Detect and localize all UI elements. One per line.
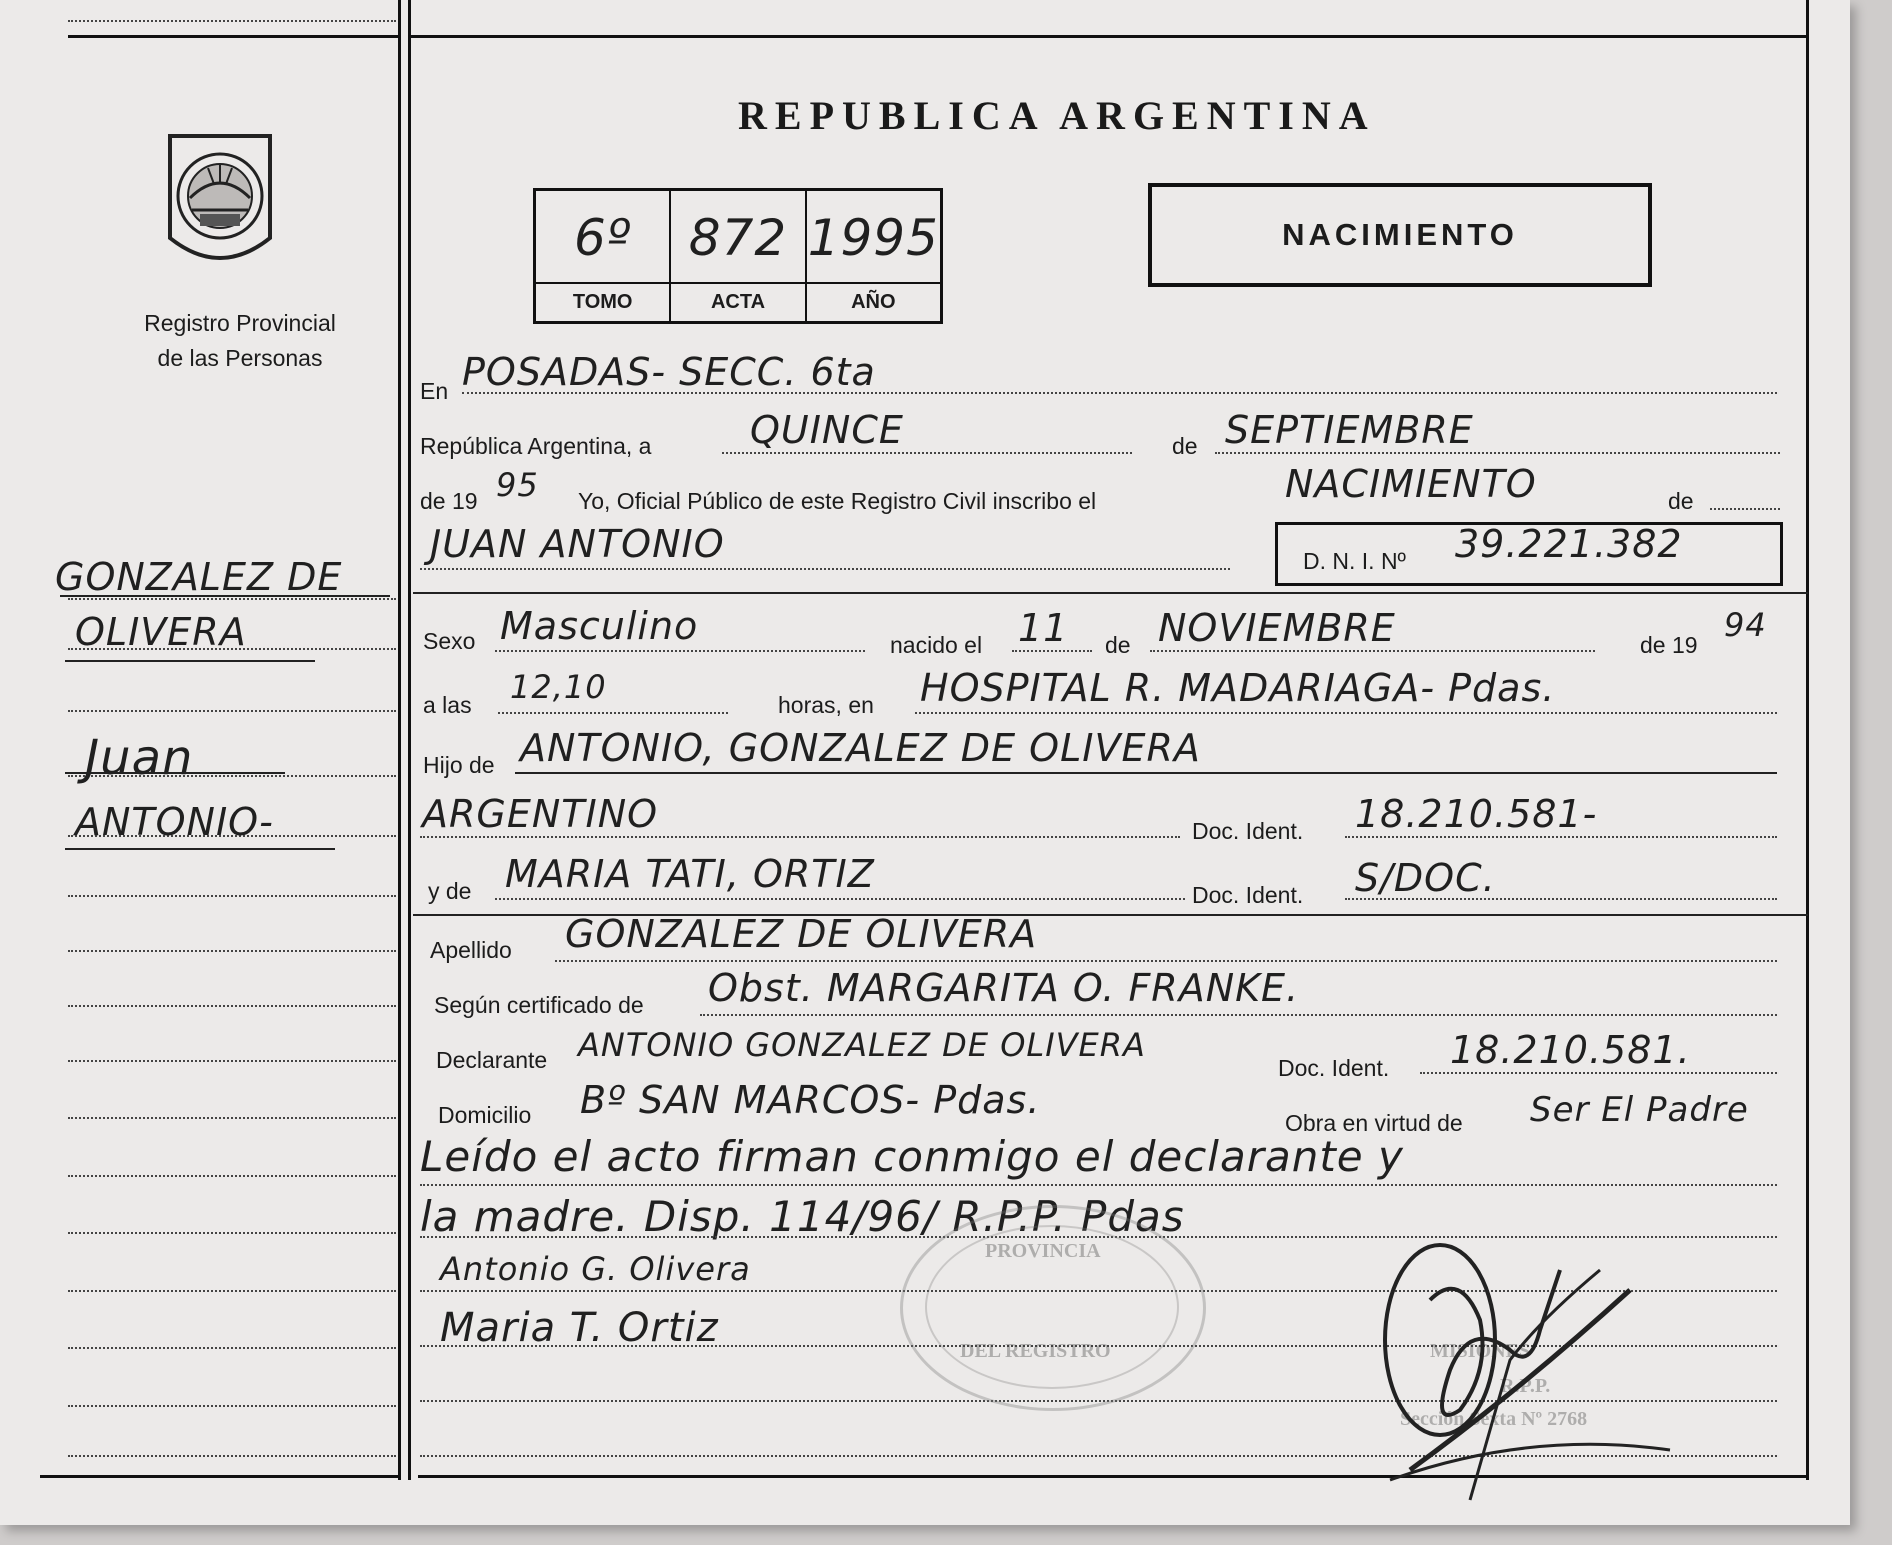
- acta-cell: [671, 191, 806, 321]
- address-value: Bº SAN MARCOS- Pdas.: [580, 1078, 1041, 1122]
- de-label: de: [1172, 433, 1198, 459]
- note-line1-rule: [420, 1184, 1777, 1186]
- father-nationality-value: ARGENTINO: [422, 792, 659, 836]
- nacido-label: nacido el: [890, 632, 983, 658]
- mother-line: [495, 898, 1185, 900]
- certifier-value: Obst. MARGARITA O. FRANKE.: [708, 966, 1300, 1010]
- official-signature-icon: [1370, 1230, 1690, 1510]
- mother-value: MARIA TATI, ORTIZ: [505, 852, 875, 896]
- margin-underline: [65, 772, 285, 774]
- dni-label: D. N. I. Nº: [1303, 548, 1406, 574]
- acta-label: ACTA: [671, 282, 804, 321]
- day-line: [722, 452, 1132, 454]
- margin-divider: [398, 0, 401, 1480]
- capacity-value: Ser El Padre: [1530, 1090, 1749, 1130]
- tomo-label: TOMO: [536, 282, 669, 321]
- father-line: [515, 772, 1777, 774]
- section-rule: [413, 592, 1808, 594]
- birth-day-line: [1012, 650, 1092, 652]
- note-line2: la madre. Disp. 114/96/ R.P.P. Pdas: [420, 1192, 1185, 1241]
- act-type-value: NACIMIENTO: [1285, 462, 1537, 506]
- declarant-doc-label: Doc. Ident.: [1278, 1055, 1390, 1081]
- surname-line: [555, 960, 1777, 962]
- declarant-value: ANTONIO GONZALEZ DE OLIVERA: [578, 1026, 1146, 1064]
- registry-table: [533, 188, 943, 324]
- acta-value: 872: [688, 209, 788, 267]
- official-stamp-line1: MISIONES: [1430, 1340, 1531, 1362]
- birth-month-line: [1150, 650, 1595, 652]
- form-top-rule: [410, 35, 1806, 38]
- day-value: QUINCE: [750, 408, 904, 452]
- registry-line1: Registro Provincial: [144, 310, 336, 336]
- hour-value: 12,10: [510, 668, 607, 706]
- official-stamp-line3: Sección Sexta Nº 2768: [1400, 1408, 1588, 1430]
- margin-dotline: [68, 1405, 396, 1407]
- margin-dotline: [68, 950, 396, 952]
- form-right-border: [1806, 0, 1809, 1480]
- certifier-line: [700, 1014, 1777, 1016]
- birth-place-line: [915, 712, 1777, 714]
- tomo-value: 6º: [573, 209, 632, 267]
- de2-label: de: [1668, 488, 1694, 514]
- province-seal-icon: [160, 128, 280, 278]
- margin-surname-line2: OLIVERA: [75, 610, 247, 654]
- ano-value: 1995: [807, 209, 939, 267]
- name-line: [420, 568, 1230, 570]
- ano-cell: [807, 191, 940, 321]
- margin-dotline: [68, 1455, 396, 1457]
- margin-dotline: [68, 1117, 396, 1119]
- segun-label: Según certificado de: [434, 992, 644, 1018]
- birth-place-value: HOSPITAL R. MADARIAGA- Pdas.: [920, 666, 1556, 710]
- registry-name: [80, 306, 400, 376]
- domicilio-label: Domicilio: [438, 1102, 532, 1128]
- declarante-label: Declarante: [436, 1047, 548, 1073]
- stamp-text-top: PROVINCIA: [985, 1240, 1101, 1262]
- margin-top-rule: [68, 35, 398, 38]
- margin-underline: [65, 660, 315, 662]
- dni-value: 39.221.382: [1455, 522, 1683, 566]
- en-label: En: [420, 378, 449, 404]
- father-doc-label: Doc. Ident.: [1192, 818, 1304, 844]
- margin-underline: [65, 848, 335, 850]
- margin-dotline: [68, 1060, 396, 1062]
- note-line1: Leído el acto firman conmigo el declarante y: [420, 1132, 1404, 1181]
- signature-mother: Maria T. Ortiz: [440, 1305, 719, 1351]
- yde-label: y de: [428, 878, 472, 904]
- act-type-line: [1710, 508, 1780, 510]
- yo-label: Yo, Oficial Público de este Registro Civil inscribo el: [578, 488, 1097, 514]
- margin-dotline: [68, 1290, 396, 1292]
- father-doc-value: 18.210.581-: [1355, 792, 1598, 836]
- signature-father: Antonio G. Olivera: [440, 1250, 751, 1288]
- mother-doc-label: Doc. Ident.: [1192, 882, 1304, 908]
- margin-dotline: [68, 710, 396, 712]
- obra-label: Obra en virtud de: [1285, 1110, 1463, 1136]
- nationality-line: [420, 836, 1180, 838]
- birth-month-value: NOVIEMBRE: [1158, 606, 1396, 650]
- surname-value: GONZALEZ DE OLIVERA: [565, 912, 1038, 956]
- father-value: ANTONIO, GONZALEZ DE OLIVERA: [520, 726, 1201, 770]
- margin-dotline: [68, 1005, 396, 1007]
- name-value: JUAN ANTONIO: [430, 522, 725, 566]
- margin-dotline: [68, 1175, 396, 1177]
- margin-dotline: [68, 895, 396, 897]
- margin-dotline: [68, 1347, 396, 1349]
- birth-year-value: 94: [1724, 606, 1767, 644]
- page-title: REPUBLICA ARGENTINA: [738, 93, 1376, 138]
- official-stamp-line2: R.P.P.: [1500, 1375, 1551, 1397]
- mother-doc-line: [1345, 898, 1777, 900]
- sexo-label: Sexo: [423, 628, 476, 654]
- margin-dotline: [68, 20, 396, 22]
- birth-day-value: 11: [1018, 606, 1069, 650]
- declarant-doc-value: 18.210.581.: [1450, 1028, 1691, 1072]
- registry-line2: de las Personas: [157, 345, 323, 371]
- republica-label: República Argentina, a: [420, 433, 652, 459]
- de194-label: de 19: [1640, 632, 1698, 658]
- place-value: POSADAS- SECC. 6ta: [462, 350, 876, 394]
- de19-label: de 19: [420, 488, 478, 514]
- month-line: [1215, 452, 1780, 454]
- margin-dotline: [68, 1232, 396, 1234]
- sex-line: [495, 650, 865, 652]
- horas-label: horas, en: [778, 692, 874, 718]
- margin-surname-line1: GONZALEZ DE: [55, 555, 343, 599]
- record-type-box: NACIMIENTO: [1148, 183, 1652, 287]
- father-doc-line: [1345, 836, 1777, 838]
- hijo-label: Hijo de: [423, 752, 495, 778]
- apellido-label: Apellido: [430, 937, 512, 963]
- tomo-cell: [536, 191, 671, 321]
- alas-label: a las: [423, 692, 472, 718]
- margin-underline: [60, 595, 390, 597]
- stamp-text-bottom: DEL REGISTRO: [960, 1340, 1111, 1362]
- form-left-border: [408, 0, 411, 1480]
- margin-bottom-rule: [40, 1475, 398, 1478]
- year-value: 95: [496, 466, 539, 504]
- margin-given-line1: Juan: [85, 730, 194, 786]
- sex-value: Masculino: [500, 604, 699, 648]
- margin-given-line2: ANTONIO-: [75, 800, 274, 844]
- place-line: [462, 392, 1777, 394]
- ano-label: AÑO: [807, 282, 940, 321]
- declarant-doc-line: [1420, 1072, 1777, 1074]
- month-value: SEPTIEMBRE: [1225, 408, 1474, 452]
- de3-label: de: [1105, 632, 1131, 658]
- mother-doc-value: S/DOC.: [1355, 856, 1496, 900]
- hour-line: [498, 712, 728, 714]
